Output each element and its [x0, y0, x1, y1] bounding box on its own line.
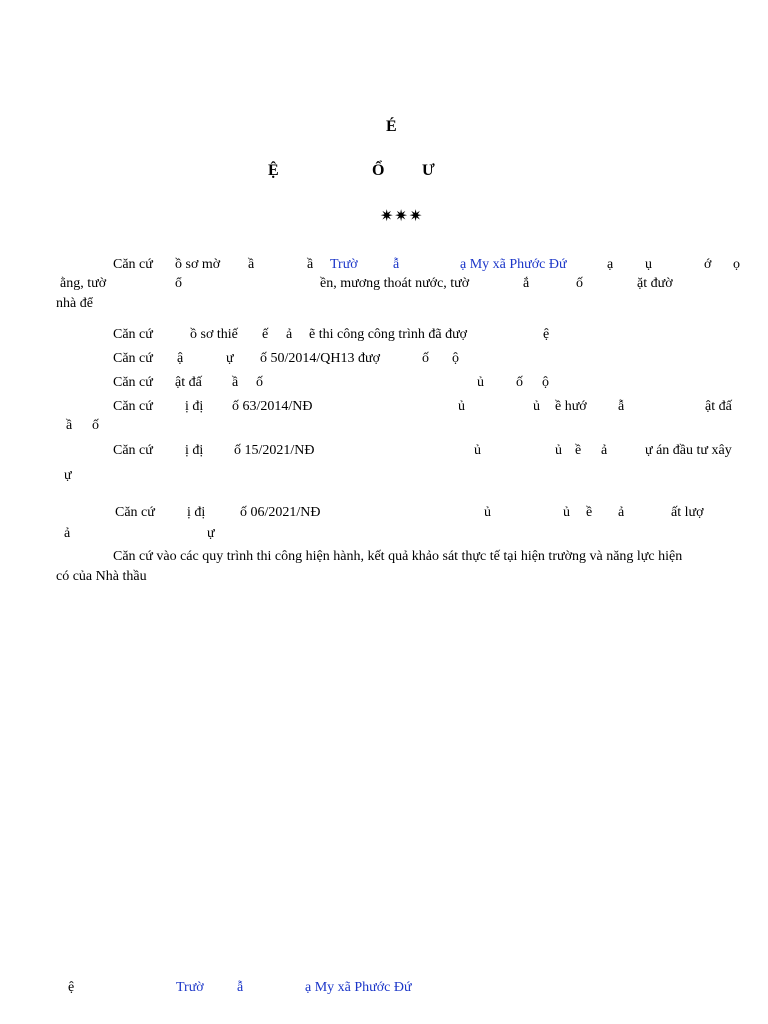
- p1-line2-a: ằng, tườ: [60, 276, 107, 291]
- p4-text-e: ủ: [477, 375, 484, 390]
- p1-text-c: ầ: [248, 257, 255, 272]
- p5-line2-a: ầ: [66, 418, 73, 433]
- p5-text-a: Căn cứ: [113, 399, 153, 414]
- p7-line2-b: ự: [207, 526, 215, 541]
- p7-text-h: ất lượ: [671, 505, 704, 520]
- p6-text-b: ị đị: [185, 443, 204, 458]
- p1-line2-f: ặt đườ: [637, 276, 673, 291]
- p7-text-f: ề: [586, 505, 593, 520]
- p7-text-c: ố 06/2021/NĐ: [240, 505, 321, 520]
- p1-line2-d: ắ: [523, 276, 530, 291]
- p4-text-f: ố: [516, 375, 523, 390]
- footer-text-a: ệ: [68, 980, 75, 995]
- p5-text-c: ố 63/2014/NĐ: [232, 399, 313, 414]
- p6-text-e: ủ: [555, 443, 562, 458]
- p5-text-g: ẫ: [618, 399, 625, 414]
- p1-line2-e: ố: [576, 276, 583, 291]
- p4-text-g: ộ: [542, 375, 549, 390]
- ornament-stars: ✷✷✷: [380, 208, 424, 225]
- p7-text-a: Căn cứ: [115, 505, 155, 520]
- p1-school-name-c: ạ My xã Phước Đứ: [460, 257, 567, 272]
- p5-line2-b: ố: [92, 418, 99, 433]
- p1-school-name-a: Trườ: [330, 257, 358, 272]
- p5-text-f: ề hướ: [555, 399, 587, 414]
- p3-text-b: ậ: [177, 351, 184, 366]
- p3-text-c: ự: [226, 351, 234, 366]
- p1-line2-b: ổ: [175, 276, 182, 291]
- p6-line2-a: ự: [64, 468, 72, 483]
- p7-text-g: ả: [618, 505, 625, 520]
- p5-text-b: ị đị: [185, 399, 204, 414]
- p1-text-j: ớ: [704, 257, 712, 272]
- p6-text-f: ề: [575, 443, 582, 458]
- p3-text-f: ộ: [452, 351, 459, 366]
- heading-line2-part-c: Ư: [422, 162, 435, 179]
- p8-line2: có của Nhà thầu: [56, 569, 147, 584]
- p5-text-d: ủ: [458, 399, 465, 414]
- p3-text-e: ố: [422, 351, 429, 366]
- p3-text-a: Căn cứ: [113, 351, 153, 366]
- p6-text-c: ố 15/2021/NĐ: [234, 443, 315, 458]
- p1-text-b: ồ sơ mờ: [175, 257, 221, 272]
- p6-text-g: ả: [601, 443, 608, 458]
- p7-text-d: ủ: [484, 505, 491, 520]
- p1-text-i: ụ: [645, 257, 652, 272]
- p7-text-e: ủ: [563, 505, 570, 520]
- p6-text-h: ự án đầu tư xây: [645, 443, 732, 458]
- heading-line2-part-a: Ệ: [268, 162, 279, 179]
- p1-school-name-b: ẫ: [393, 257, 400, 272]
- p5-text-e: ủ: [533, 399, 540, 414]
- p1-text-h: ạ: [607, 257, 614, 272]
- p2-text-f: ệ: [543, 327, 550, 342]
- p2-text-a: Căn cứ: [113, 327, 153, 342]
- p7-text-b: ị đị: [187, 505, 206, 520]
- p4-text-d: ố: [256, 375, 263, 390]
- p1-text-k: ọ: [733, 257, 740, 272]
- p7-line2-a: ả: [64, 526, 71, 541]
- p1-line3-a: nhà để: [56, 296, 93, 311]
- p3-text-d: ố 50/2014/QH13 đượ: [260, 351, 380, 366]
- p4-text-a: Căn cứ: [113, 375, 153, 390]
- footer-school-name-a: Trườ: [176, 980, 204, 995]
- heading-line1: É: [386, 118, 397, 135]
- heading-line2-part-b: Ổ: [372, 162, 385, 179]
- p5-text-h: ật đấ: [705, 399, 732, 414]
- p1-line2-c: ền, mương thoát nước, tườ: [320, 276, 470, 291]
- p1-text-a: Căn cứ: [113, 257, 153, 272]
- p8-line1: Căn cứ vào các quy trình thi công hiện hành, kết quả khảo sát thực tế tại hiện trường và năng lực hiện: [113, 549, 683, 564]
- p4-text-c: ầ: [232, 375, 239, 390]
- footer-school-name-c: ạ My xã Phước Đứ: [305, 980, 412, 995]
- p2-text-c: ế: [262, 327, 269, 342]
- footer-school-name-b: ẫ: [237, 980, 244, 995]
- p6-text-d: ủ: [474, 443, 481, 458]
- p2-text-d: ả: [286, 327, 293, 342]
- p1-text-d: ầ: [307, 257, 314, 272]
- p2-text-b: ồ sơ thiế: [190, 327, 238, 342]
- p6-text-a: Căn cứ: [113, 443, 153, 458]
- p2-text-e: ẽ thi công công trình đã đượ: [309, 327, 468, 342]
- p4-text-b: ật đấ: [175, 375, 202, 390]
